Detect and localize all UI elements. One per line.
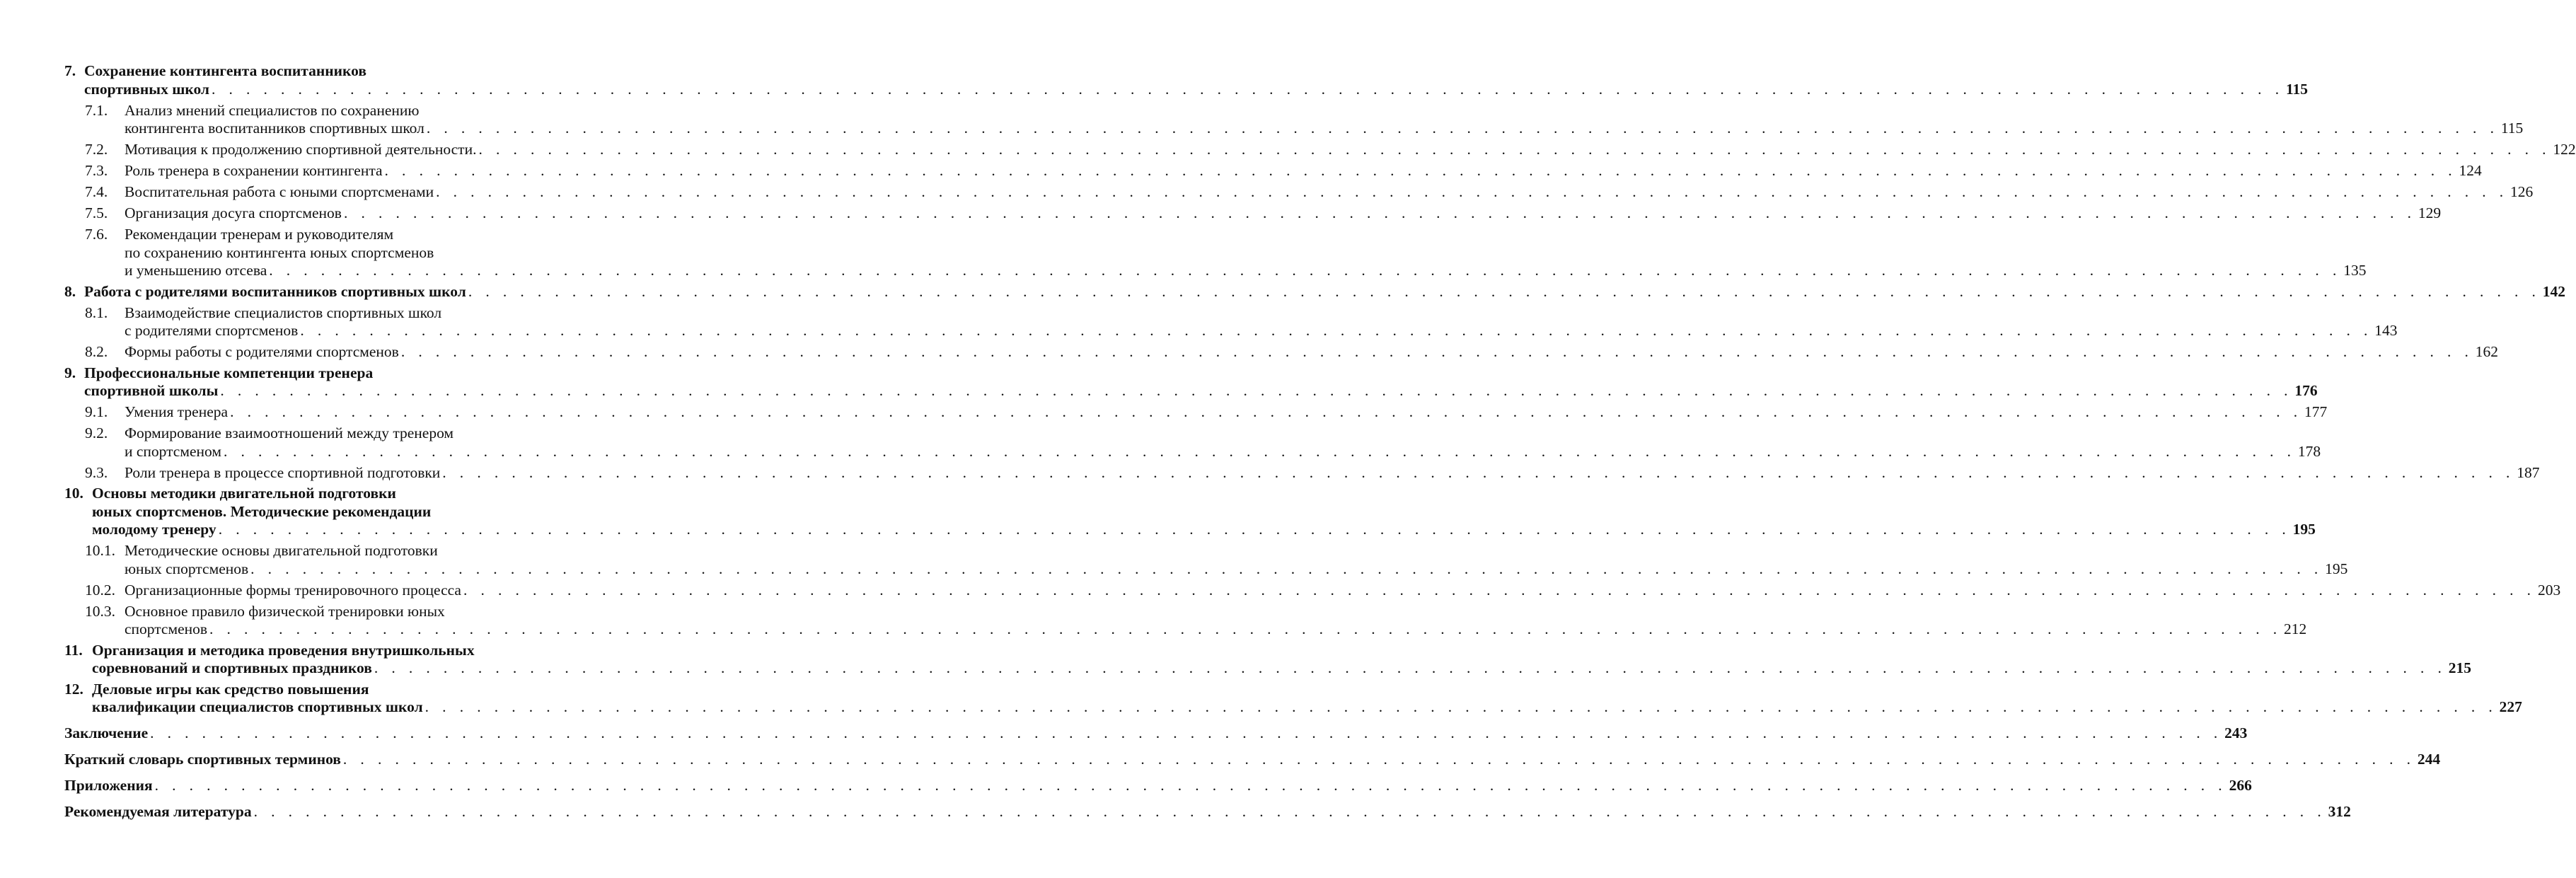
toc-number: 7.3. — [85, 162, 108, 179]
toc-line — [64, 642, 523, 660]
toc-title: Рекомендации тренерам и руководителям — [125, 226, 394, 243]
toc-number: 10.1. — [85, 542, 115, 559]
toc-line — [85, 262, 2367, 280]
toc-back-matter-entry — [64, 724, 2248, 743]
toc-page-number: 162 — [2475, 343, 2499, 360]
toc-title: Работа с родителями воспитанников спортивных школ — [84, 282, 466, 300]
toc-line — [85, 343, 2499, 362]
toc-dot-leader: . . . . . . . . . . . . . . . . . . . . . . . . . . . . . . . . . . . . . . . . . . . . . . . . . . . . . . . . . . . . . . . . . . . . . . . . . . . . . . . . . . . . . . . . . . . . . . . . . . . . . . . . . . . . . . . . . . . . . . . . — [230, 403, 2303, 420]
toc-page-number: 122 — [2553, 141, 2576, 158]
toc-section-entry — [64, 463, 2540, 483]
toc-line — [85, 560, 2348, 579]
toc-line — [85, 244, 523, 262]
toc-title: Организационные формы тренировочного процесса — [125, 581, 461, 599]
toc-title: Методические основы двигательной подготовки — [125, 542, 438, 559]
toc-dot-leader: . . . . . . . . . . . . . . . . . . . . . . . . . . . . . . . . . . . . . . . . . . . . . . . . . . . . . . . . . . . . . . . . . . . . . . . . . . . . . . . . . . . . . . . . . . . . . . . . . . . . . . . . . . . . . . . . . . . . . . . . — [154, 777, 2227, 794]
toc-line — [64, 777, 2252, 795]
toc-line — [64, 724, 2248, 743]
toc-dot-leader: . . . . . . . . . . . . . . . . . . . . . . . . . . . . . . . . . . . . . . . . . . . . . . . . . . . . . . . . . . . . . . . . . . . . . . . . . . . . . . . . . . . . . . . . . . . . . . . . . . . . . . . . . . . . . . . . . . . . . . . . — [468, 282, 2541, 300]
toc-page-number: 215 — [2448, 659, 2472, 676]
toc-page-number: 135 — [2343, 262, 2367, 279]
toc-title: Анализ мнений специалистов по сохранению — [125, 101, 420, 119]
toc-dot-leader: . . . . . . . . . . . . . . . . . . . . . . . . . . . . . . . . . . . . . . . . . . . . . . . . . . . . . . . . . . . . . . . . . . . . . . . . . . . . . . . . . . . . . . . . . . . . . . . . . . . . . . . . . . . . . . . . . . . . . . . . — [426, 120, 2499, 137]
toc-page-number: 195 — [2325, 560, 2348, 577]
toc-line — [85, 204, 2442, 223]
toc-title: Заключение — [64, 724, 149, 741]
toc-chapter-entry — [64, 680, 2522, 717]
toc-dot-leader: . . . . . . . . . . . . . . . . . . . . . . . . . . . . . . . . . . . . . . . . . . . . . . . . . . . . . . . . . . . . . . . . . . . . . . . . . . . . . . . . . . . . . . . . . . . . . . . . . . . . . . . . . . . . . . . . . . . . . . . . — [223, 442, 2296, 460]
toc-page-number: 142 — [2542, 282, 2566, 300]
toc-line — [85, 581, 2561, 600]
toc-number: 12. — [64, 680, 83, 698]
toc-dot-leader: . . . . . . . . . . . . . . . . . . . . . . . . . . . . . . . . . . . . . . . . . . . . . . . . . . . . . . . . . . . . . . . . . . . . . . . . . . . . . . . . . . . . . . . . . . . . . . . . . . . . . . . . . . . . . . . . . . . . . . . . — [269, 262, 2342, 279]
toc-title: Рекомендуемая литература — [64, 803, 252, 820]
toc-title: Формы работы с родителями спортсменов — [125, 343, 399, 360]
toc-line — [64, 503, 523, 521]
toc-page-number: 243 — [2224, 724, 2248, 741]
toc-number: 9.2. — [85, 424, 108, 441]
toc-line — [85, 424, 523, 443]
toc-line — [64, 521, 2316, 539]
toc-title: и уменьшению отсева — [125, 262, 267, 279]
toc-title: Роль тренера в сохранении контингента — [125, 162, 383, 179]
toc-title: контингента воспитанников спортивных школ — [125, 120, 424, 137]
toc-title: спортсменов — [125, 620, 208, 637]
toc-number: 11. — [64, 641, 83, 659]
toc-line — [85, 141, 2576, 159]
toc-number: 9. — [64, 364, 76, 381]
toc-title: спортивной школы — [84, 382, 219, 399]
toc-title: с родителями спортсменов — [125, 322, 299, 339]
toc-line — [85, 542, 523, 560]
toc-section-entry — [64, 602, 2307, 639]
toc-dot-leader: . . . . . . . . . . . . . . . . . . . . . . . . . . . . . . . . . . . . . . . . . . . . . . . . . . . . . . . . . . . . . . . . . . . . . . . . . . . . . . . . . . . . . . . . . . . . . . . . . . . . . . . . . . . . . . . . . . . . . . . . — [342, 751, 2415, 768]
toc-page-number: 203 — [2537, 581, 2561, 599]
toc-line — [64, 62, 523, 81]
toc-line — [64, 364, 523, 383]
toc-title: Роли тренера в процессе спортивной подготовки — [125, 463, 441, 481]
toc-chapter-entry — [64, 364, 2318, 400]
toc-section-entry — [64, 343, 2499, 362]
toc-dot-leader: . . . . . . . . . . . . . . . . . . . . . . . . . . . . . . . . . . . . . . . . . . . . . . . . . . . . . . . . . . . . . . . . . . . . . . . . . . . . . . . . . . . . . . . . . . . . . . . . . . . . . . . . . . . . . . . . . . . . . . . . — [218, 521, 2291, 538]
toc-page-number: 126 — [2510, 183, 2534, 200]
toc-page-number: 227 — [2499, 698, 2522, 715]
toc-number: 8.1. — [85, 304, 108, 321]
table-of-contents — [64, 59, 2576, 821]
toc-line — [64, 681, 523, 699]
toc-number: 7.2. — [85, 141, 108, 158]
toc-number: 7. — [64, 62, 76, 79]
toc-number: 7.4. — [85, 183, 108, 200]
toc-dot-leader: . . . . . . . . . . . . . . . . . . . . . . . . . . . . . . . . . . . . . . . . . . . . . . . . . . . . . . . . . . . . . . . . . . . . . . . . . . . . . . . . . . . . . . . . . . . . . . . . . . . . . . . . . . . . . . . . . . . . . . . . — [478, 141, 2551, 158]
toc-dot-leader: . . . . . . . . . . . . . . . . . . . . . . . . . . . . . . . . . . . . . . . . . . . . . . . . . . . . . . . . . . . . . . . . . . . . . . . . . . . . . . . . . . . . . . . . . . . . . . . . . . . . . . . . . . . . . . . . . . . . . . . . — [212, 80, 2284, 98]
toc-chapter-entry — [64, 282, 2566, 301]
toc-title: Воспитательная работа с юными спортсменами — [125, 183, 434, 200]
toc-line — [85, 102, 523, 120]
toc-line — [64, 382, 2318, 400]
toc-line — [85, 304, 523, 323]
toc-section-entry — [64, 204, 2442, 223]
toc-number: 10.2. — [85, 581, 115, 599]
toc-line — [64, 659, 2472, 678]
toc-page-number: 312 — [2328, 803, 2351, 820]
toc-section-entry — [64, 162, 2482, 180]
toc-back-matter-entry — [64, 777, 2252, 795]
toc-number: 7.1. — [85, 101, 108, 119]
toc-section-entry — [64, 304, 2398, 340]
toc-section-entry — [64, 581, 2561, 600]
toc-number: 8. — [64, 282, 76, 300]
toc-dot-leader: . . . . . . . . . . . . . . . . . . . . . . . . . . . . . . . . . . . . . . . . . . . . . . . . . . . . . . . . . . . . . . . . . . . . . . . . . . . . . . . . . . . . . . . . . . . . . . . . . . . . . . . . . . . . . . . . . . . . . . . . — [300, 322, 2373, 339]
toc-title: Деловые игры как средство повышения — [92, 680, 369, 698]
toc-title: Организация досуга спортсменов — [125, 204, 342, 221]
toc-section-entry — [64, 141, 2576, 159]
toc-title: юных спортсменов. Методические рекомендации — [92, 502, 432, 520]
toc-page-number: 143 — [2374, 322, 2398, 339]
toc-back-matter-entry — [64, 803, 2351, 821]
toc-dot-leader: . . . . . . . . . . . . . . . . . . . . . . . . . . . . . . . . . . . . . . . . . . . . . . . . . . . . . . . . . . . . . . . . . . . . . . . . . . . . . . . . . . . . . . . . . . . . . . . . . . . . . . . . . . . . . . . . . . . . . . . . — [384, 162, 2457, 179]
toc-section-entry — [64, 542, 2348, 578]
toc-section-entry — [64, 226, 2367, 280]
toc-page-number: 178 — [2297, 442, 2321, 460]
toc-title: квалификации специалистов спортивных школ — [92, 698, 423, 715]
toc-back-matter-entry — [64, 751, 2441, 769]
toc-dot-leader: . . . . . . . . . . . . . . . . . . . . . . . . . . . . . . . . . . . . . . . . . . . . . . . . . . . . . . . . . . . . . . . . . . . . . . . . . . . . . . . . . . . . . . . . . . . . . . . . . . . . . . . . . . . . . . . . . . . . . . . . — [463, 581, 2536, 599]
toc-section-entry — [64, 101, 2524, 138]
toc-line — [85, 183, 2534, 202]
toc-dot-leader: . . . . . . . . . . . . . . . . . . . . . . . . . . . . . . . . . . . . . . . . . . . . . . . . . . . . . . . . . . . . . . . . . . . . . . . . . . . . . . . . . . . . . . . . . . . . . . . . . . . . . . . . . . . . . . . . . . . . . . . . — [442, 463, 2515, 481]
toc-page-number: 115 — [2285, 80, 2309, 98]
toc-line — [85, 620, 2307, 639]
toc-line — [85, 463, 2540, 483]
toc-line — [85, 226, 523, 244]
toc-dot-leader: . . . . . . . . . . . . . . . . . . . . . . . . . . . . . . . . . . . . . . . . . . . . . . . . . . . . . . . . . . . . . . . . . . . . . . . . . . . . . . . . . . . . . . . . . . . . . . . . . . . . . . . . . . . . . . . . . . . . . . . . — [436, 183, 2509, 200]
toc-title: Краткий словарь спортивных терминов — [64, 751, 341, 768]
toc-dot-leader: . . . . . . . . . . . . . . . . . . . . . . . . . . . . . . . . . . . . . . . . . . . . . . . . . . . . . . . . . . . . . . . . . . . . . . . . . . . . . . . . . . . . . . . . . . . . . . . . . . . . . . . . . . . . . . . . . . . . . . . . — [250, 560, 2323, 577]
toc-dot-leader: . . . . . . . . . . . . . . . . . . . . . . . . . . . . . . . . . . . . . . . . . . . . . . . . . . . . . . . . . . . . . . . . . . . . . . . . . . . . . . . . . . . . . . . . . . . . . . . . . . . . . . . . . . . . . . . . . . . . . . . . — [424, 698, 2497, 715]
toc-number: 7.6. — [85, 226, 108, 243]
toc-title: по сохранению контингента юных спортсменов — [125, 243, 434, 261]
toc-page-number: 187 — [2517, 463, 2540, 481]
toc-section-entry — [64, 403, 2328, 422]
toc-title: соревнований и спортивных праздников — [92, 659, 372, 676]
toc-page-number: 129 — [2418, 204, 2442, 221]
toc-dot-leader: . . . . . . . . . . . . . . . . . . . . . . . . . . . . . . . . . . . . . . . . . . . . . . . . . . . . . . . . . . . . . . . . . . . . . . . . . . . . . . . . . . . . . . . . . . . . . . . . . . . . . . . . . . . . . . . . . . . . . . . . — [400, 343, 2473, 360]
toc-title: Основы методики двигательной подготовки — [92, 485, 396, 502]
toc-line — [85, 120, 2524, 138]
toc-line — [85, 162, 2482, 180]
toc-page-number: 124 — [2459, 162, 2482, 179]
toc-section-entry — [64, 183, 2534, 202]
toc-line — [64, 282, 2566, 301]
toc-title: Организация и методика проведения внутришкольных — [92, 641, 475, 659]
toc-dot-leader: . . . . . . . . . . . . . . . . . . . . . . . . . . . . . . . . . . . . . . . . . . . . . . . . . . . . . . . . . . . . . . . . . . . . . . . . . . . . . . . . . . . . . . . . . . . . . . . . . . . . . . . . . . . . . . . . . . . . . . . . — [343, 204, 2416, 221]
toc-line — [64, 803, 2351, 821]
toc-title: Умения тренера — [125, 403, 229, 420]
toc-chapter-entry — [64, 485, 2316, 539]
toc-number: 7.5. — [85, 204, 108, 221]
toc-line — [85, 442, 2321, 461]
toc-line — [64, 485, 523, 503]
toc-number: 8.2. — [85, 343, 108, 360]
toc-dot-leader: . . . . . . . . . . . . . . . . . . . . . . . . . . . . . . . . . . . . . . . . . . . . . . . . . . . . . . . . . . . . . . . . . . . . . . . . . . . . . . . . . . . . . . . . . . . . . . . . . . . . . . . . . . . . . . . . . . . . . . . . — [209, 620, 2282, 637]
toc-title: Формирование взаимоотношений между тренером — [125, 424, 454, 441]
toc-number: 10. — [64, 485, 83, 502]
toc-number: 9.3. — [85, 463, 108, 481]
toc-title: спортивных школ — [84, 80, 209, 98]
toc-page-number: 244 — [2417, 751, 2441, 768]
toc-line — [85, 322, 2398, 340]
toc-page-number: 195 — [2292, 521, 2316, 538]
toc-line — [64, 698, 2522, 717]
toc-title: Сохранение контингента воспитанников — [84, 62, 366, 79]
toc-page-number: 266 — [2229, 777, 2252, 794]
toc-dot-leader: . . . . . . . . . . . . . . . . . . . . . . . . . . . . . . . . . . . . . . . . . . . . . . . . . . . . . . . . . . . . . . . . . . . . . . . . . . . . . . . . . . . . . . . . . . . . . . . . . . . . . . . . . . . . . . . . . . . . . . . . — [374, 659, 2447, 676]
toc-dot-leader: . . . . . . . . . . . . . . . . . . . . . . . . . . . . . . . . . . . . . . . . . . . . . . . . . . . . . . . . . . . . . . . . . . . . . . . . . . . . . . . . . . . . . . . . . . . . . . . . . . . . . . . . . . . . . . . . . . . . . . . . — [150, 724, 2223, 741]
toc-title: Мотивация к продолжению спортивной деятельности. — [125, 141, 477, 158]
toc-page-number: 115 — [2500, 120, 2524, 137]
toc-title: юных спортсменов — [125, 560, 249, 577]
toc-number: 10.3. — [85, 602, 115, 620]
toc-dot-leader: . . . . . . . . . . . . . . . . . . . . . . . . . . . . . . . . . . . . . . . . . . . . . . . . . . . . . . . . . . . . . . . . . . . . . . . . . . . . . . . . . . . . . . . . . . . . . . . . . . . . . . . . . . . . . . . . . . . . . . . . — [220, 382, 2293, 399]
toc-title: Взаимодействие специалистов спортивных школ — [125, 304, 442, 321]
toc-chapter-entry — [64, 62, 2309, 98]
toc-section-entry — [64, 424, 2321, 461]
toc-page-number: 176 — [2294, 382, 2318, 399]
toc-dot-leader: . . . . . . . . . . . . . . . . . . . . . . . . . . . . . . . . . . . . . . . . . . . . . . . . . . . . . . . . . . . . . . . . . . . . . . . . . . . . . . . . . . . . . . . . . . . . . . . . . . . . . . . . . . . . . . . . . . . . . . . . — [253, 803, 2326, 820]
toc-title: Основное правило физической тренировки юных — [125, 602, 445, 620]
toc-line — [64, 80, 2309, 99]
toc-page-number: 177 — [2304, 403, 2328, 420]
toc-line — [85, 403, 2328, 422]
toc-line — [64, 751, 2441, 769]
toc-line — [85, 603, 523, 621]
toc-number: 9.1. — [85, 403, 108, 420]
toc-title: и спортсменом — [125, 442, 221, 460]
toc-title: Приложения — [64, 777, 153, 794]
toc-page-number: 212 — [2283, 620, 2307, 637]
toc-title: молодому тренеру — [92, 521, 216, 538]
toc-chapter-entry — [64, 641, 2472, 678]
toc-title: Профессиональные компетенции тренера — [84, 364, 374, 381]
